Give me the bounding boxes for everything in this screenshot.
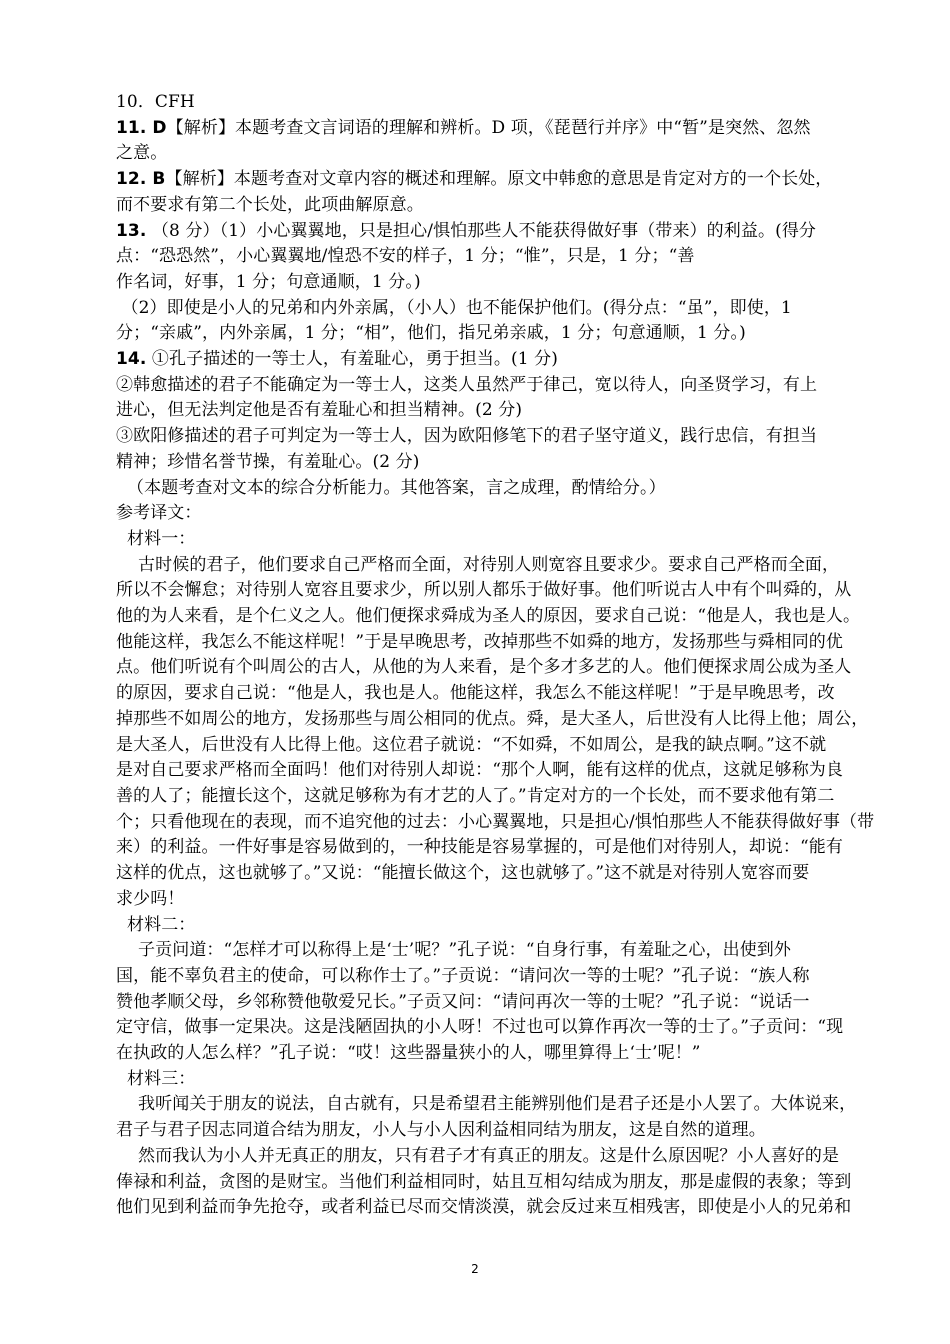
paragraph-line: 国，能不辜负君主的使命，可以称作士了。”子贡说：“请问次一等的士呢？”孔子说：“族人称 <box>116 965 810 986</box>
answer-13 <box>116 219 838 245</box>
paragraph-line: 子贡问道：“怎样才可以称得上是‘士’呢？”孔子说：“自身行事，有羞耻之心，出使到外 <box>116 940 791 961</box>
paragraph-line: 来）的利益。一件好事是容易做到的，一种技能是容易掌握的，可是他们对待别人，却说：“能有 <box>116 837 843 858</box>
paragraph-line: 的原因，要求自己说：“他是人，我也是人。他能这样，我怎么不能这样呢！”于是早晚思考，改 <box>116 683 835 704</box>
document-body <box>116 90 875 1221</box>
answer-11 <box>116 116 838 142</box>
answer-14-number: 14. <box>116 349 147 370</box>
answer-11-text: 【解析】本题考查文言词语的理解和辨析。D 项，《琵琶行并序》中“暂”是突然、忽然 <box>166 117 811 138</box>
paragraph-line: 个；只看他现在的表现，而不追究他的过去：小心翼翼地，只是担心/惧怕那些人不能获得做好事（带 <box>116 811 875 832</box>
answer-12-continued: 而不要求有第二个长处，此项曲解原意。 <box>116 194 424 215</box>
paragraph-line: 是大圣人，后世没有人比得上他。这位君子就说：“不如舜，不如周公，是我的缺点啊。”这不就 <box>116 734 827 755</box>
paragraph-line: 然而我认为小人并无真正的朋友，只有君子才有真正的朋友。这是什么原因呢？小人喜好的是 <box>116 1145 840 1166</box>
paragraph-line: 君子与君子因志同道合结为朋友，小人与小人因利益相同结为朋友，这是自然的道理。 <box>116 1120 766 1141</box>
paragraph-line: 所以不会懈怠；对待别人宽容且要求少，所以别人都乐于做好事。他们听说古人中有个叫舜的，从 <box>116 580 852 601</box>
answer-13-text: （8 分）（1）小心翼翼地，只是担心/惧怕那些人不能获得做好事（带来）的利益。(得分 <box>146 220 817 241</box>
material-1-title: 材料一： <box>116 528 196 549</box>
answer-14-line-2: ②韩愈描述的君子不能确定为一等士人，这类人虽然严于律己，宽以待人，向圣贤学习，有上 <box>116 374 818 395</box>
paragraph-line: 掉那些不如周公的地方，发扬那些与周公相同的优点。舜，是大圣人，后世没有人比得上他；周公， <box>116 708 869 729</box>
answer-13-line-4: （2）即使是小人的兄弟和内外亲属，（小人）也不能保护他们。(得分点：“虽”，即使，1 <box>116 297 792 318</box>
answer-14-text: ①孔子描述的一等士人，有羞耻心，勇于担当。(1 分) <box>146 349 559 370</box>
translation-heading: 参考译文： <box>116 503 202 524</box>
paragraph-line: 他们见到利益而争先抢夺，或者利益已尽而交情淡漠，就会反过来互相残害，即使是小人的兄弟和 <box>116 1197 852 1218</box>
answer-14-line-4: ③欧阳修描述的君子可判定为一等士人，因为欧阳修笔下的君子坚守道义，践行忠信，有担当 <box>116 426 818 447</box>
paragraph-line: 这样的优点，这也就够了。”又说：“能擅长做这个，这也就够了。”这不就是对待别人宽容而要 <box>116 863 810 884</box>
answer-12 <box>116 167 838 193</box>
page-number: 2 <box>471 1262 479 1276</box>
paragraph-line: 他能这样，我怎么不能这样呢！”于是早晚思考，改掉那些不如舜的地方，发扬那些与舜相同的优 <box>116 631 843 652</box>
material-2-title: 材料二： <box>116 914 196 935</box>
paragraph-line: 求少吗！ <box>116 888 185 909</box>
answer-13-line-5: 分；“亲戚”，内外亲属，1 分；“相”，他们，指兄弟亲戚，1 分；句意通顺，1 分。) <box>116 323 746 344</box>
material-2-text <box>116 938 844 1067</box>
paragraph-line: 点。他们听说有个叫周公的古人，从他的为人来看，是个多才多艺的人。他们便探求周公成为圣人 <box>116 657 852 678</box>
answer-11-number: 11. D <box>116 117 167 138</box>
answer-13-number: 13. <box>116 220 147 241</box>
answer-13-line-2: 点：“恐恐然”，小心翼翼地/惶恐不安的样子，1 分；“惟”，只是，1 分；“善 <box>116 246 695 267</box>
answer-10: 10．CFH <box>116 92 195 112</box>
paragraph-line: 他的为人来看，是个仁义之人。他们便探求舜成为圣人的原因，要求自己说：“他是人，我也是人。 <box>116 606 861 627</box>
paragraph-line: 俸禄和利益，贪图的是财宝。当他们利益相同时，姑且互相勾结成为朋友，那是虚假的表象；等到 <box>116 1171 852 1192</box>
answer-12-text: 【解析】本题考查对文章内容的概述和理解。原文中韩愈的意思是肯定对方的一个长处， <box>165 169 833 190</box>
paragraph-line: 赞他孝顺父母，乡邻称赞他敬爱兄长。”子贡又问：“请问再次一等的士呢？”孔子说：“说话一 <box>116 991 810 1012</box>
answer-11-continued: 之意。 <box>116 143 168 164</box>
answer-14-line-3: 进心，但无法判定他是否有羞耻心和担当精神。(2 分) <box>116 400 523 421</box>
material-3-title: 材料三： <box>116 1068 196 1089</box>
answer-14 <box>116 347 838 373</box>
material-3-text <box>116 1092 857 1221</box>
answer-12-number: 12. B <box>116 169 166 190</box>
paragraph-line: 在执政的人怎么样？”孔子说：“哎！这些器量狭小的人，哪里算得上‘士’呢！” <box>116 1043 701 1064</box>
paragraph-line: 定守信，做事一定果决。这是浅陋固执的小人呀！不过也可以算作再次一等的士了。”子贡问：“现 <box>116 1017 844 1038</box>
answer-13-line-3: 作名词，好事，1 分；句意通顺，1 分。) <box>116 271 421 292</box>
material-1-text <box>116 553 875 913</box>
paragraph-line: 善的人了；能擅长这个，这就足够称为有才艺的人了。”肯定对方的一个长处，而不要求他有第二 <box>116 785 835 806</box>
paragraph-line: 古时候的君子，他们要求自己严格而全面，对待别人则宽容且要求少。要求自己严格而全面， <box>116 554 840 575</box>
paragraph-line: 是对自己要求严格而全面吗！他们对待别人却说：“那个人啊，能有这样的优点，这就足够称为良 <box>116 760 843 781</box>
answer-14-line-6: （本题考查对文本的综合分析能力。其他答案，言之成理，酌情给分。） <box>116 477 666 498</box>
paragraph-line: 我听闻关于朋友的说法，自古就有，只是希望君主能辨别他们是君子还是小人罢了。大体说来， <box>116 1094 857 1115</box>
answer-14-line-5: 精神；珍惜名誉节操，有羞耻心。(2 分) <box>116 451 420 472</box>
